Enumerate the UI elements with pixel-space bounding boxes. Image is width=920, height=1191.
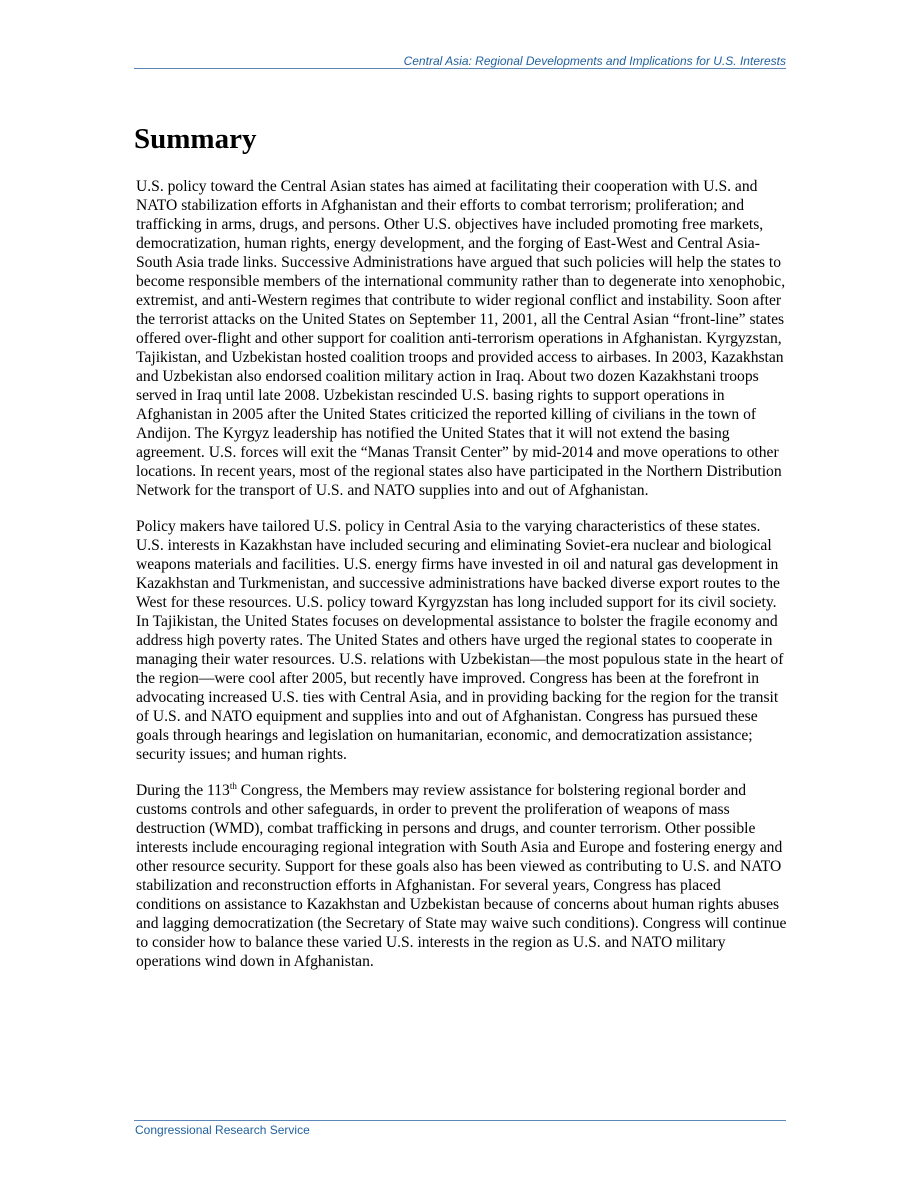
paragraph-3-lead: During the 113 xyxy=(136,782,230,799)
header-divider xyxy=(134,68,786,69)
summary-paragraph-3 xyxy=(136,781,788,971)
summary-paragraph-1: U.S. policy toward the Central Asian states has aimed at facilitating their cooperation with U.S. and NATO stabilization efforts in Afghanistan and their efforts to combat terrorism; proliferation; and trafficking in arms, drugs, and persons. Other U.S. objectives have included promoting free markets, democratization, human rights, energy development, and the forging of East-West and Central Asia-South Asia trade links. Successive Administrations have argued that such policies will help the states to become responsible members of the international community rather than to degenerate into xenophobic, extremist, and anti-Western regimes that contribute to wider regional conflict and instability. Soon after the terrorist attacks on the United States on September 11, 2001, all the Central Asian “front-line” states offered over-flight and other support for coalition anti-terrorism operations in Afghanistan. Kyrgyzstan, Tajikistan, and Uzbekistan hosted coalition troops and provided access to airbases. In 2003, Kazakhstan and Uzbekistan also endorsed coalition military action in Iraq. About two dozen Kazakhstani troops served in Iraq until late 2008. Uzbekistan rescinded U.S. basing rights to support operations in Afghanistan in 2005 after the United States criticized the reported killing of civilians in the town of Andijon. The Kyrgyz leadership has notified the United States that it will not extend the basing agreement. U.S. forces will exit the “Manas Transit Center” by mid-2014 and move operations to other locations. In recent years, most of the regional states also have participated in the Northern Distribution Network for the transport of U.S. and NATO supplies into and out of Afghanistan. xyxy=(136,178,786,499)
summary-paragraph-2: Policy makers have tailored U.S. policy in Central Asia to the varying characteristics of these states. U.S. interests in Kazakhstan have included securing and eliminating Soviet-era nuclear and biological weapons materials and facilities. U.S. energy firms have invested in oil and natural gas development in Kazakhstan and Turkmenistan, and successive administrations have backed diverse export routes to the West for these resources. U.S. policy toward Kyrgyzstan has long included support for its civil society. In Tajikistan, the United States focuses on developmental assistance to bolster the fragile economy and address high poverty rates. The United States and others have urged the regional states to cooperate in managing their water resources. U.S. relations with Uzbekistan—the most populous state in the heart of the region—were cool after 2005, but recently have improved. Congress has been at the forefront in advocating increased U.S. ties with Central Asia, and in providing backing for the region for the transit of U.S. and NATO equipment and supplies into and out of Afghanistan. Congress has pursued these goals through hearings and legislation on humanitarian, economic, and democratization assistance; security issues; and human rights. xyxy=(136,518,784,763)
ordinal-superscript: th xyxy=(229,781,237,791)
paragraph-3-rest: Congress, the Members may review assistance for bolstering regional border and customs controls and other safeguards, in order to prevent the proliferation of weapons of mass destruction (WMD), combat trafficking in persons and drugs, and counter terrorism. Other possible interests include encouraging regional integration with South Asia and Europe and fostering energy and other resource security. Support for these goals also has been viewed as contributing to U.S. and NATO stabilization and reconstruction efforts in Afghanistan. For several years, Congress has placed conditions on assistance to Kazakhstan and Uzbekistan because of concerns about human rights abuses and lagging democratization (the Secretary of State may waive such conditions). Congress will continue to consider how to balance these varied U.S. interests in the region as U.S. and NATO military operations wind down in Afghanistan. xyxy=(136,782,787,970)
section-title: Summary xyxy=(134,123,257,155)
summary-body xyxy=(136,177,788,988)
footer-divider xyxy=(134,1120,786,1121)
running-header-title: Central Asia: Regional Developments and Implications for U.S. Interests xyxy=(403,54,786,68)
running-footer-publisher: Congressional Research Service xyxy=(135,1123,310,1137)
